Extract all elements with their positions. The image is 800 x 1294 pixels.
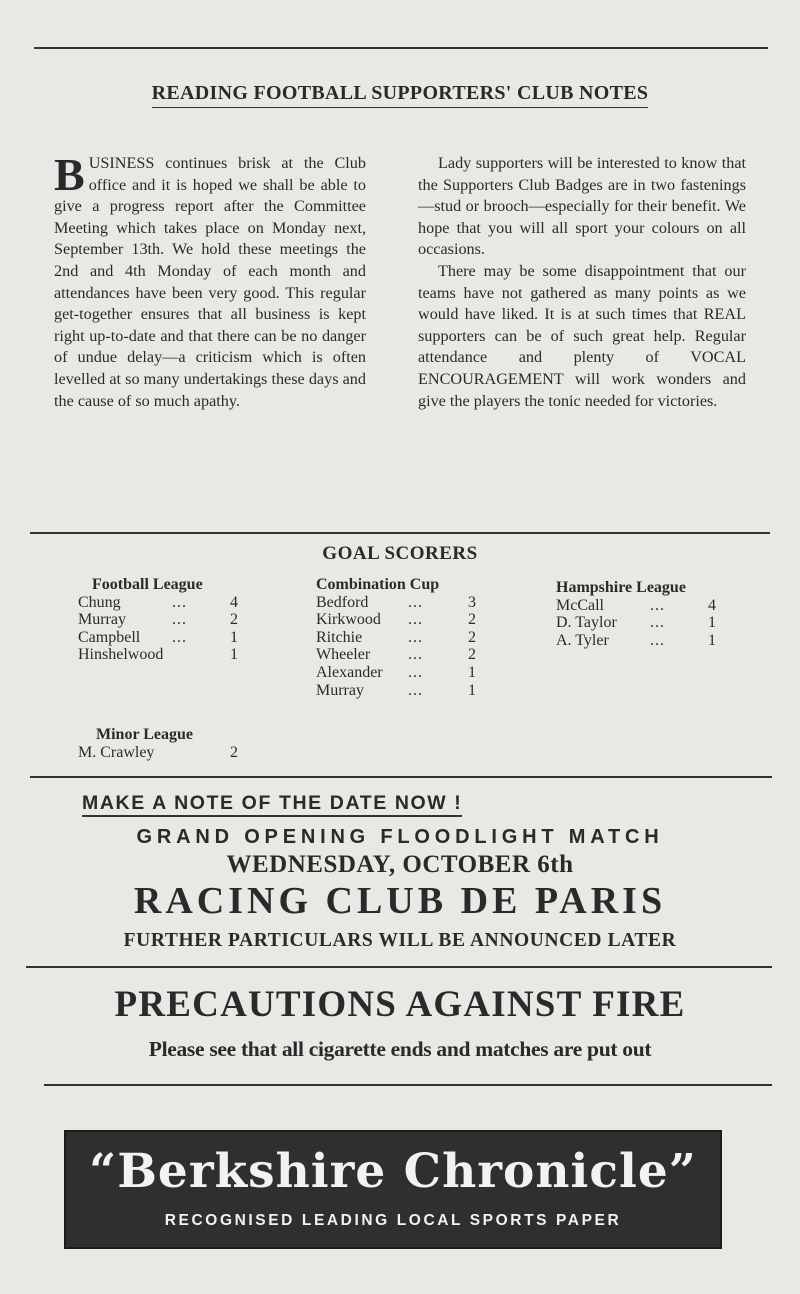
player-name: Murray [316,681,364,699]
advert-subtitle: RECOGNISED LEADING LOCAL SPORTS PAPER [164,1212,622,1229]
article-right-paragraph-1: Lady supporters will be interested to know that the Supporters Club Badges are in two fastenings—stud or brooch—especially for their benefit. We hope that you will all sport your colours on all occasions. [418,154,746,259]
article-right-column [418,153,746,412]
player-name: Murray [78,611,126,629]
leader-dots: ... [408,593,423,611]
player-name: M. Crawley [78,743,155,761]
fire-top-rule [26,966,772,968]
page-title-text: READING FOOTBALL SUPPORTERS' CLUB NOTES [152,82,649,108]
top-rule [34,47,768,49]
table-row [316,629,486,647]
fire-notice-text: Please see that all cigarette ends and matches are put out [148,1037,652,1061]
goal-count: 1 [230,646,238,664]
combination-cup-title: Combination Cup [316,576,440,593]
advert-title: “Berkshire Chronicle” [89,1144,697,1199]
hampshire-league-title: Hampshire League [556,579,686,596]
leader-dots: ... [172,593,187,611]
table-row [78,646,248,664]
table-row [78,611,248,629]
goal-count: 1 [468,663,476,681]
goal-scorers-title: GOAL SCORERS [322,543,478,564]
hampshire-league-table [556,579,726,649]
goal-count: 1 [708,614,716,632]
table-row [316,682,486,700]
announcement-date: WEDNESDAY, OCTOBER 6th [226,851,574,878]
player-name: Alexander [316,663,383,681]
goal-count: 2 [230,743,238,761]
table-row [316,594,486,612]
leader-dots: ... [650,596,665,614]
announcement-footer: FURTHER PARTICULARS WILL BE ANNOUNCED LATER [123,930,677,951]
player-name: McCall [556,596,604,614]
goal-count: 4 [708,596,716,614]
leader-dots: ... [408,611,423,629]
announcement-match: GRAND OPENING FLOODLIGHT MATCH [136,826,664,848]
player-name: Ritchie [316,628,363,646]
article-right-paragraph-2: There may be some disappointment that our teams have not gathered as many points as we would have liked. It is at such times that REAL supporters can be of such great help. Regular attendance and plenty of VOCAL ENCOURAGEMENT will work wonders and give the players the tonic needed for victories. [418,261,746,410]
announcement-headline [82,792,462,815]
goal-count: 1 [230,628,238,646]
leader-dots: ... [172,628,187,646]
goal-count: 1 [468,681,476,699]
table-row [78,629,248,647]
announcement-headline-text: MAKE A NOTE OF THE DATE NOW ! [82,792,462,817]
leader-dots: ... [650,614,665,632]
goal-count: 2 [468,611,476,629]
table-row [316,664,486,682]
leader-dots: ... [650,631,665,649]
table-row [556,614,726,632]
player-name: Bedford [316,593,369,611]
table-row [78,594,248,612]
article-left-text: USINESS continues brisk at the Club office and it is hoped we shall be able to give a progress report after the Committee Meeting which takes place on Monday next, September 13th. We hold these meetings the 2nd and 4th Monday of each month and attendances have been very good. This regular get-together ensures that all business is kept right up-to-date and that there can be no danger of undue delay—a criticism which is often levelled at so many undertakings these days and the cause of so much apathy. [54,154,366,410]
minor-league-table [78,726,248,761]
goal-count: 2 [468,628,476,646]
announcement-opponent: RACING CLUB DE PARIS [133,880,667,922]
article-left-paragraph [54,149,366,412]
football-league-title: Football League [92,576,203,593]
player-name: Chung [78,593,121,611]
table-row [556,597,726,615]
combination-cup-table [316,576,486,699]
minor-league-title: Minor League [96,726,194,743]
advert-top-rule [44,1084,772,1086]
player-name: Hinshelwood [78,646,164,664]
goal-count: 2 [468,646,476,664]
leader-dots: ... [408,681,423,699]
announcement-top-rule [30,776,772,778]
player-name: Campbell [78,628,141,646]
player-name: Kirkwood [316,611,381,629]
football-league-table [78,576,248,664]
leader-dots: ... [408,663,423,681]
table-row [316,611,486,629]
fire-notice-title: PRECAUTIONS AGAINST FIRE [114,984,686,1025]
goal-count: 2 [230,611,238,629]
table-row [316,646,486,664]
player-name: D. Taylor [556,614,617,632]
goal-count: 1 [708,631,716,649]
drop-cap: B [54,149,85,200]
table-row [78,744,248,762]
table-row [556,632,726,650]
player-name: Wheeler [316,646,371,664]
leader-dots: ... [408,628,423,646]
goal-count: 4 [230,593,238,611]
goal-scorers-top-rule [30,532,770,534]
article-left-column [54,149,366,412]
player-name: A. Tyler [556,631,609,649]
advert-banner [64,1130,722,1249]
leader-dots: ... [408,646,423,664]
goal-count: 3 [468,593,476,611]
leader-dots: ... [172,611,187,629]
page-title [0,82,800,105]
